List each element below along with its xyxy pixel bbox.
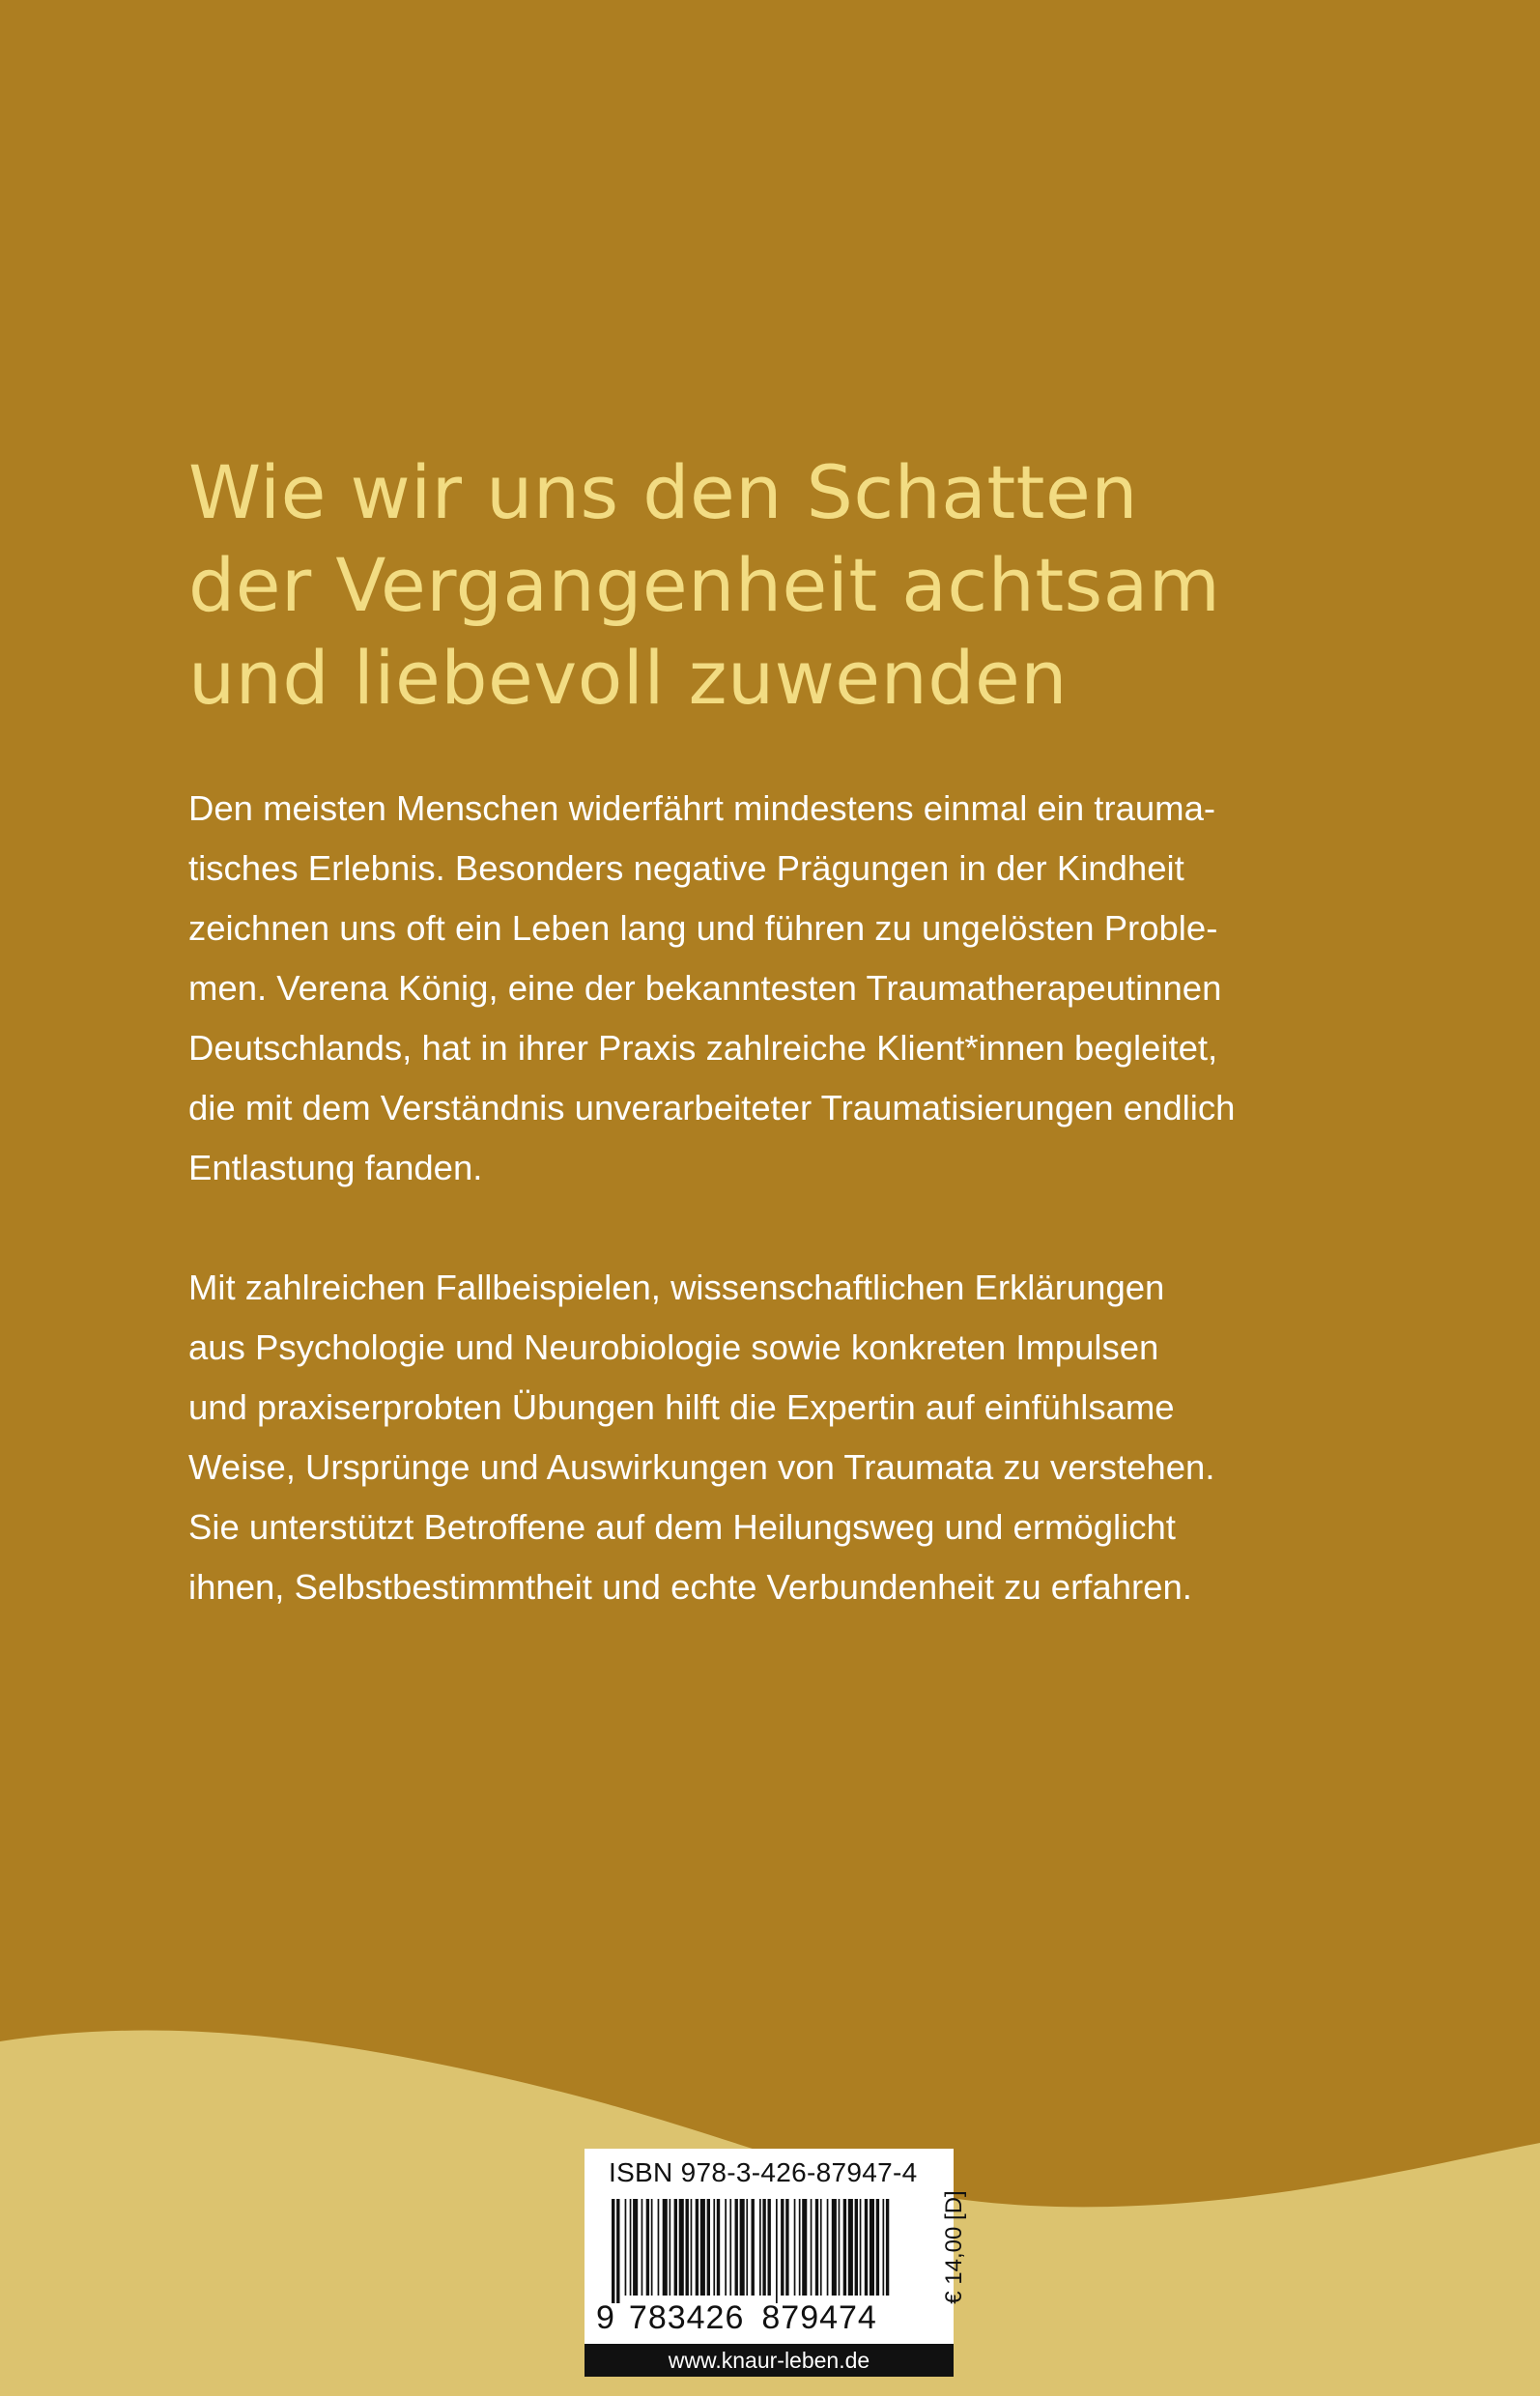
text-line: Sie unterstützt Betroffene auf dem Heilungsweg und ermöglicht <box>188 1507 1176 1547</box>
barcode-bar <box>686 2199 689 2296</box>
barcode-bar <box>642 2199 643 2296</box>
barcode-bar <box>674 2199 677 2296</box>
text-line: Entlastung fanden. <box>188 1148 483 1187</box>
text-line: und praxiserprobten Übungen hilft die Expertin auf einfühlsame <box>188 1387 1175 1427</box>
barcode-bar <box>633 2199 638 2296</box>
price-label: € 14,00 [D] <box>941 2190 967 2304</box>
text-line: aus Psychologie und Neurobiologie sowie konkreten Impulsen <box>188 1327 1159 1367</box>
barcode-bar <box>679 2199 684 2296</box>
barcode-bar <box>839 2199 841 2296</box>
barcode-digit-group-1: 783426 <box>628 2299 745 2336</box>
barcode-bar <box>663 2199 668 2296</box>
barcode-bar <box>762 2199 765 2296</box>
text-line: die mit dem Verständnis unverarbeiteter Traumatisierungen endlich <box>188 1088 1236 1127</box>
barcode-bar <box>860 2199 862 2296</box>
barcode-bar <box>696 2199 699 2296</box>
barcode-bar <box>658 2199 660 2296</box>
headline-line: Wie wir uns den Schatten <box>188 449 1138 535</box>
barcode-bar <box>729 2199 731 2296</box>
barcode-bar <box>883 2199 885 2296</box>
headline-line: der Vergangenheit achtsam <box>188 542 1221 628</box>
barcode-bar <box>651 2199 653 2296</box>
barcode-bar <box>625 2199 627 2296</box>
text-line: Deutschlands, hat in ihrer Praxis zahlreiche Klient*innen begleitet, <box>188 1028 1218 1068</box>
barcode-bar <box>876 2199 879 2296</box>
text-line: zeichnen uns oft ein Leben lang und führen zu ungelösten Proble- <box>188 908 1218 948</box>
headline <box>188 446 1396 725</box>
barcode-bar <box>707 2199 710 2296</box>
barcode-bar <box>776 2199 778 2303</box>
barcode-bar <box>820 2199 822 2296</box>
barcode-bar <box>811 2199 813 2296</box>
barcode-bar <box>768 2199 771 2296</box>
barcode-bar <box>700 2199 705 2296</box>
text-line: Weise, Ursprünge und Auswirkungen von Traumata zu verstehen. <box>188 1447 1215 1487</box>
text-line: men. Verena König, eine der bekanntesten Traumatherapeutinnen <box>188 968 1222 1008</box>
barcode-bar <box>630 2199 632 2296</box>
publisher-website: www.knaur-leben.de <box>585 2344 954 2377</box>
barcode-graphic <box>608 2199 898 2303</box>
barcode-bar <box>832 2199 837 2296</box>
isbn-barcode-box <box>585 2149 967 2377</box>
text-line: ihnen, Selbstbestimmtheit und echte Verbundenheit zu erfahren. <box>188 1567 1192 1607</box>
isbn-number: ISBN 978-3-426-87947-4 <box>609 2157 918 2187</box>
barcode-digits <box>596 2299 903 2337</box>
barcode-bar <box>759 2199 761 2296</box>
barcode-bar <box>646 2199 649 2296</box>
text-line: Mit zahlreichen Fallbeispielen, wissenschaftlichen Erklärungen <box>188 1268 1165 1307</box>
barcode-bar <box>612 2199 614 2303</box>
barcode-bar <box>670 2199 671 2296</box>
headline-line: und liebevoll zuwenden <box>188 635 1068 721</box>
barcode-bar <box>855 2199 858 2296</box>
barcode-bar <box>815 2199 818 2296</box>
barcode-bar <box>752 2199 755 2296</box>
barcode-digit-group-2: 879474 <box>761 2299 877 2336</box>
barcode-digit-lead: 9 <box>596 2299 615 2336</box>
barcode-bar <box>740 2199 745 2296</box>
barcode-bar <box>802 2199 807 2296</box>
text-line: tisches Erlebnis. Besonders negative Prägungen in der Kindheit <box>188 848 1184 888</box>
barcode-bar <box>781 2199 784 2296</box>
barcode-bar <box>848 2199 853 2296</box>
barcode-bar <box>717 2199 720 2296</box>
barcode-bar <box>865 2199 868 2296</box>
text-line: Den meisten Menschen widerfährt mindestens einmal ein trauma- <box>188 788 1216 828</box>
description-paragraph-2 <box>188 1258 1396 1617</box>
barcode-bar <box>827 2199 829 2296</box>
barcode-bar <box>746 2199 748 2296</box>
barcode-bar <box>616 2199 619 2303</box>
barcode-bar <box>785 2199 788 2296</box>
barcode-bar <box>870 2199 874 2296</box>
barcode-bar <box>799 2199 801 2296</box>
description-paragraph-1 <box>188 779 1396 1198</box>
barcode-bar <box>735 2199 738 2296</box>
barcode-bar <box>843 2199 846 2296</box>
barcode-bar <box>794 2199 796 2296</box>
barcode-bar <box>725 2199 727 2296</box>
barcode-bar <box>886 2199 889 2296</box>
barcode-bar <box>691 2199 693 2296</box>
barcode-bar <box>713 2199 715 2296</box>
